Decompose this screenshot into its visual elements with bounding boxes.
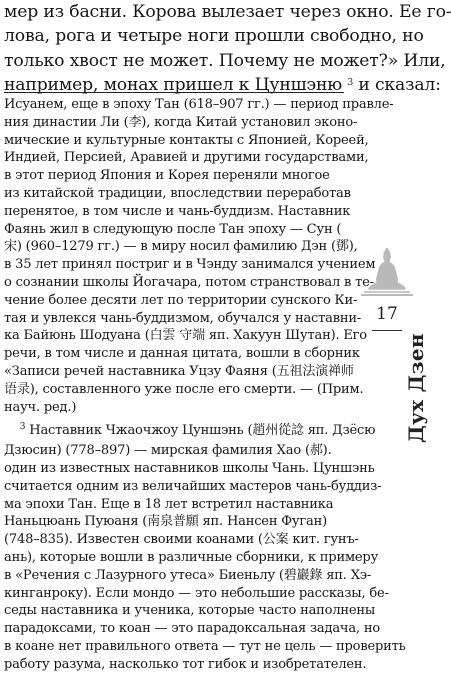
footnote-line: мические и культурные контакты с Японией, Кореей, (4, 132, 369, 148)
main-text-fragment: например, монах пришел к Цуншэню (4, 74, 343, 95)
footnote-line: 宋) (960–1279 гг.) — в миру носил фамилию Дэн (鄧), (4, 239, 358, 255)
footnote-line: ния династии Ли (李), когда Китай установил эконо- (4, 114, 358, 130)
footnote-line: в этот период Япония и Корея переняли многое (4, 168, 330, 184)
sidebar-rule (372, 330, 402, 331)
footnote-line: Фаянь жил в следующую после Тан эпоху — Сун ( (4, 221, 342, 237)
page-sidebar (352, 0, 428, 600)
main-text-line: лова, рога и четыре ноги прошли свободно, но (4, 26, 424, 47)
main-text-line: только хвост не может. Почему не может?» Или, (4, 50, 446, 71)
footnote-line: ка Байюнь Шодуана (白雲 守端 яп. Хакуун Шутан). Его (4, 328, 367, 344)
footnote-line: Наньцюань Пуюаня (南泉普願 яп. Нансен Фуган) (4, 514, 327, 530)
footnote-line: о сознании школы Йогачара, потом странствовал в те- (4, 274, 374, 290)
footnote-line: науч. ред.) (4, 399, 77, 415)
footnote-line: работу разума, насколько тот гибок и изобретателен. (4, 656, 367, 672)
footnote-3 (4, 422, 406, 673)
footnote-line: один из известных наставников школы Чань. Цуншэнь (4, 460, 375, 476)
footnote-line: из китайской традиции, впоследствии переработав (4, 185, 351, 201)
footnote-line: ань), которые вошли в различные сборники, к примеру (4, 549, 379, 565)
footnote-line: «Записи речей наставника Уцзу Фаяня (五祖法演禅师 (4, 363, 354, 379)
footnote-line: чение более десяти лет по территории сунского Ки- (4, 292, 358, 308)
footnote-line: парадоксами, то коан — это парадоксальная задача, но (4, 621, 380, 637)
footnote-line: считается одним из величайших мастеров чань-буддиз- (4, 478, 382, 494)
buddha-silhouette-icon (361, 246, 413, 296)
footnote-line: Дзюсин) (778–897) — мирская фамилия Хао (郝). (4, 443, 332, 459)
page-number: 17 (376, 304, 398, 324)
footnote-line: 语录), составленного уже после его смерти. — (Прим. (4, 381, 364, 397)
footnote-line: седы наставника и ученика, которые часто наполнены (4, 603, 376, 619)
footnote-line: тая и увлекся чань-буддизмом, обучался у наставни- (4, 310, 362, 326)
footnote-line: Индией, Персией, Аравией и другими государствами, (4, 150, 369, 166)
footnote-line: перенятое, в том числе и чань-буддизм. Наставник (4, 203, 351, 219)
main-text (4, 0, 451, 100)
footnote-line: Исуанем, еще в эпоху Тан (618–907 гг.) — период правле- (4, 97, 394, 112)
footnote-marker-3: 3 (19, 422, 26, 433)
footnote-line (4, 422, 376, 442)
footnote-divider (4, 92, 344, 93)
footnote-line: кинганроку). Если мондо — это небольшие рассказы, бе- (4, 585, 389, 601)
footnote-line: в 35 лет принял постриг и в Чэнду занимался учением (4, 257, 376, 273)
footnote-line: в коане нет правильного ответа — тут не цель — проверить (4, 638, 406, 654)
main-text-line: мер из басни. Корова вылезает через окно. Ее го- (4, 2, 451, 22)
footnote-line: в «Речения с Лазурного утеса» Биеньлу (碧巖錄 яп. Хэ- (4, 567, 372, 583)
footnote-line: ма эпохи Тан. Еще в 18 лет встретил наставника (4, 496, 334, 512)
footnote-line: речи, в том числе и данная цитата, вошли в сборник (4, 346, 360, 362)
footnote-fragment: Наставник Чжаочжоу Цуншэнь (趙州從諗 яп. Дзёсю (25, 423, 376, 439)
footnote-line: (748–835). Известен своими коанами (公案 кит. гунъ- (4, 532, 359, 548)
footnote-ref-3[interactable]: 3 (347, 77, 354, 88)
running-title: Дух Дзен (404, 333, 428, 443)
main-text-fragment: и сказал: (353, 74, 441, 95)
